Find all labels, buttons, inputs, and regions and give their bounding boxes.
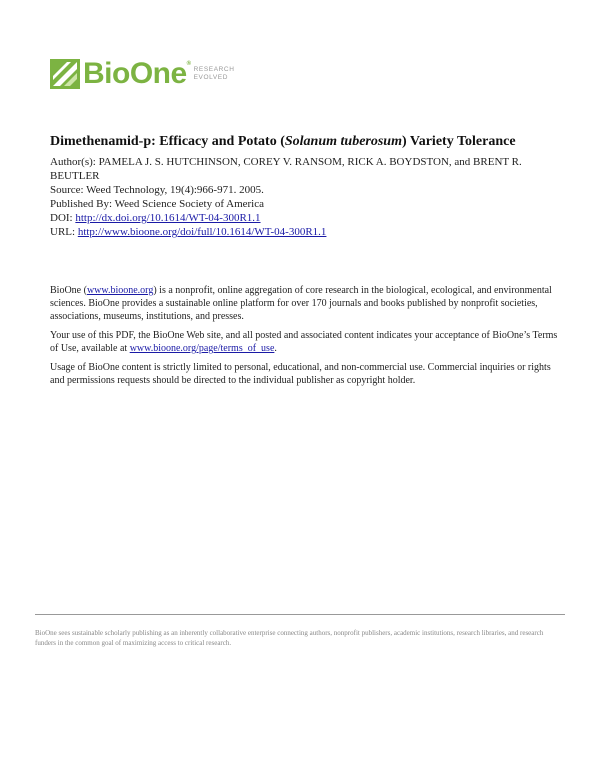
authors-line: Author(s): PAMELA J. S. HUTCHINSON, COREY V. RANSOM, RICK A. BOYDSTON, and BRENT R. BEUTLER — [50, 156, 522, 182]
source-line: Source: Weed Technology, 19(4):966-971. 2005. — [50, 184, 264, 196]
terms-of-use-link[interactable]: www.bioone.org/page/terms_of_use — [129, 343, 275, 354]
publisher-line: Published By: Weed Science Society of America — [50, 198, 264, 210]
usage-paragraph: Usage of BioOne content is strictly limited to personal, educational, and non-commercial use. Commercial inquiries or rights and permissions requests should be directed to the individual publisher as copyright holder. — [50, 362, 551, 386]
footer-text: BioOne sees sustainable scholarly publishing as an inherently collaborative enterprise connecting authors, nonprofit publishers, academic institutions, research libraries, and research funders in the common goal of maximizing access to critical research. — [35, 629, 544, 647]
bioone-leaf-icon — [50, 59, 80, 89]
article-url-link[interactable]: http://www.bioone.org/doi/full/10.1614/WT-04-300R1.1 — [77, 226, 327, 238]
bioone-notice — [50, 284, 560, 393]
about-paragraph: BioOne (www.bioone.org) is a nonprofit, online aggregation of core research in the biological, ecological, and environmental sciences. BioOne provides a sustainable online platform for over 170 journals and books published by nonprofit societies, associations, museums, institutions, and presses. — [50, 285, 552, 322]
logo-tagline: RESEARCH EVOLVED — [193, 66, 235, 81]
terms-paragraph: Your use of this PDF, the BioOne Web site, and all posted and associated content indicates your acceptance of BioOne’s Terms of Use, available at www.bioone.org/page/terms_of_use. — [50, 330, 558, 354]
bioone-logo[interactable] — [50, 55, 250, 93]
bioone-home-link[interactable]: www.bioone.org — [86, 285, 154, 296]
footer-divider — [35, 614, 565, 615]
article-title: Dimethenamid-p: Efficacy and Potato (Solanum tuberosum) Variety Tolerance — [50, 134, 516, 149]
doi-line: DOI: http://dx.doi.org/10.1614/WT-04-300R1.1 — [50, 212, 261, 224]
url-line: URL: http://www.bioone.org/doi/full/10.1614/WT-04-300R1.1 — [50, 226, 327, 238]
logo-wordmark: BioOne® — [83, 57, 191, 90]
article-metadata — [50, 155, 560, 239]
doi-link[interactable]: http://dx.doi.org/10.1614/WT-04-300R1.1 — [75, 212, 261, 224]
